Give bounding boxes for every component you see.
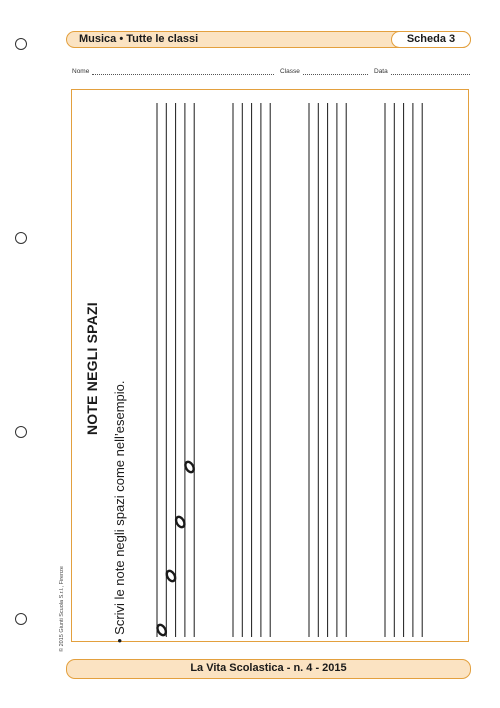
copyright-notice: © 2015 Giunti Scuola S.r.l., Firenze [59,566,65,652]
example-note [165,569,177,582]
staff-2 [233,103,270,637]
example-note [184,460,196,473]
date-label: Data [374,68,388,75]
publication-info: La Vita Scolastica - n. 4 - 2015 [190,662,347,674]
staff-4 [385,103,422,637]
sheet-label: Scheda 3 [391,31,471,48]
name-label: Nome [72,68,90,75]
exercise-instruction: • Scrivi le note negli spazi come nell’esempio. [112,380,127,643]
exercise-title: NOTE NEGLI SPAZI [84,302,100,435]
staff-3 [309,103,346,637]
subject-title: Musica • Tutte le classi [79,33,199,45]
example-note [174,515,186,528]
class-label: Classe [280,68,300,75]
example-note [156,623,168,636]
footer-bar [66,659,471,679]
staff-1 [157,103,194,637]
